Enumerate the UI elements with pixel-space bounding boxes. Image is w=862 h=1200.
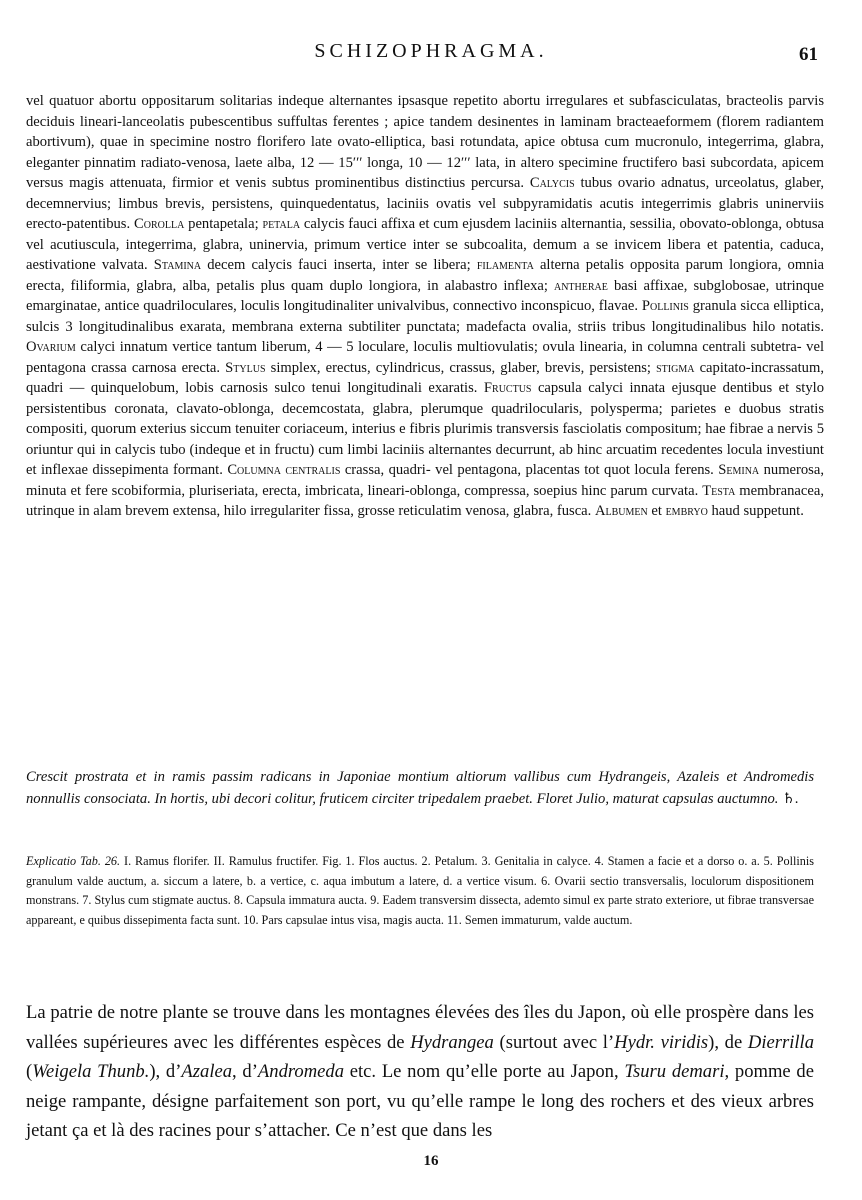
explicatio-text: I. Ramus florifer. II. Ramulus fructifer. Fig. 1. Flos auctus. 2. Petalum. 3. Genitalia in calyce. 4. Stamen a facie et a dorso o. a. 5. Pollinis granulum valde auctum, a. siccum a latere, b. a vertice, c. aqua imbutum a latere, d. a vertice visum. 6. Ovarii sectio transversalis, loculorum dispositionem monstrans. 7. Stylus cum stigmate auctus. 8. Capsula immatura aucta. 9. Eadem transversim dissecta, ademto simul ex parte strato exteriore, ut fibrae transversae appareant, e quibus dissepimenta facta sunt. 10. Pars capsulae intus visa, magis aucta. 11. Semen immaturum, valde auctum. (26, 854, 815, 927)
french-text-segment: ), de (708, 1031, 748, 1053)
latin-text-segment: antherae (553, 277, 608, 294)
french-text-segment: Hydrangea (410, 1031, 494, 1053)
latin-text-segment: basi affixae, subglobosae, utrinque emarginatae, antice quadriloculares, loculis longitudinaliter univalvibus, connectivo inconspicuo, flavae. (26, 277, 824, 314)
latin-text-segment: Calycis (529, 175, 575, 191)
latin-text-segment: crassa, quadri- vel pentagona, placentas tot quot locula ferens. (340, 462, 719, 478)
latin-text-segment: Testa (702, 482, 736, 499)
latin-text-segment: capsula calyci innata ejusque dentibus et stylo persistentibus coronata, clavato-oblonga, decemcostata, glabra, plerumque quadrilocularis, polysperma; parietes e duobus stratis compositi, quorum exterius siccum tenuiter coriaceum, interius e fibris plurimis transversis fasciolatis compositum; hae fibrae a nervis 5 oriuntur qui in calycis tubo (indeque et in fructu) cum limbi laciniis alternantes decurrunt, ab hinc arcuatim recedentes locula investiunt et inflexae dissepimenta formant. (26, 380, 824, 478)
french-text-segment: Hydr. viridis (614, 1031, 709, 1053)
latin-text-segment: alterna petalis opposita parum longiora, omnia erecta, filiformia, glabra, alba, petalis plus quam duplo longiora, in alabastro inflexa; (26, 257, 824, 294)
french-text-segment: Weigela Thunb. (32, 1061, 150, 1082)
french-text-segment: ), d’ (149, 1061, 182, 1082)
latin-text-segment: Fructus (483, 380, 532, 396)
latin-text-segment: Columna centralis (227, 462, 341, 478)
latin-text-segment: petala (262, 216, 301, 232)
explicatio-label: Explicatio Tab. 26. (26, 854, 121, 868)
latin-text-segment: embryo (665, 503, 708, 519)
running-title: SCHIZOPHRAGMA. (314, 40, 548, 62)
french-text-segment: Dierrilla (747, 1031, 815, 1053)
page-number: 61 (799, 44, 818, 65)
latin-text-segment: Albumen (594, 503, 648, 519)
latin-text-segment: decem calycis fauci inserta, inter se libera; (201, 257, 477, 273)
latin-text-segment: numerosa, minuta et fere scobiformia, pluriseriata, erecta, imbricata, lineari-oblonga, compressa, soepius hinc parum curvata. (26, 462, 824, 499)
latin-text-segment: calycis fauci affixa et cum ejusdem laciniis alternantia, sessilia, obovato-oblonga, obtusa vel acutiuscula, integerrima, glabra, uninervia, primum vertice inter se subcoalita, demum a se invicem libera et patentia, caduca, aestivatione valvata. (26, 216, 825, 273)
latin-text-segment: pentapetala; (184, 216, 263, 232)
printer-signature: 16 (423, 1153, 439, 1169)
french-text-segment: (surtout avec l’ (493, 1031, 615, 1053)
latin-text-segment: Semina (718, 462, 760, 478)
french-text-segment: , d’ (232, 1061, 258, 1082)
french-text-segment: , pomme de neige rampante, désigne parfaitement son port, vu qu’elle rampe le long des rochers et des vieux arbres jetant ça et là des racines pour s’attacher. Ce n’est que dans les (26, 1061, 814, 1141)
french-text-segment: Tsuru demari (624, 1061, 725, 1082)
french-text-segment: etc. Le nom qu’elle porte au Japon, (344, 1061, 625, 1082)
latin-text-segment: haud suppetunt. (707, 503, 804, 519)
latin-text-segment: et (647, 503, 666, 519)
latin-text-segment: stigma (656, 359, 695, 376)
latin-text-segment: tubus ovario adnatus, urceolatus, glaber, decemnervius; limbus brevis, persistens, quinquedentatus, laciniis ovatis vel subpyramidatis acutis integerrimis glabris uninerviis erecto-patentibus. (26, 175, 824, 232)
latin-description (26, 91, 824, 522)
french-text-segment: Azalea (181, 1061, 233, 1082)
page-header (0, 40, 862, 74)
latin-text-segment: vel quatuor abortu oppositarum solitarias indeque alternantes ipsasque repetito abortu irregulares et subfasciculatas, bracteolis parvis deciduis lineari-lanceolatis pubescentibus suffultas ferentes ; apice tandem desinentes in laminam bracteaeformem (florem radiantem abortivum), quae in specimine nostro florifero late ovato-elliptica, basi rotundata, apice obtusa cum mucronulo, integerrima, glabra, eleganter pinnatim radiato-venosa, laete alba, 12 — 15′′′ longa, 10 — 12′′′ lata, in altero specimine fructifero basi subcordata, apicem versus magis attenuata, firmior et venis subtus prominentibus distinctius percursa. (26, 93, 824, 191)
latin-text-segment: granula sicca elliptica, sulcis 3 longitudinalibus exarata, membrana externa subtiliter punctata; madefacta ovalia, striis tribus longitudinalibus hilo notatis. (26, 298, 824, 335)
latin-text-segment: membranacea, utrinque in alam brevem extensa, hilo irregulariter fissa, grosse reticulatim venosa, glabra, fusca. (26, 482, 824, 519)
latin-text-segment: Corolla (134, 216, 185, 232)
habitat-paragraph: Crescit prostrata et in ramis passim radicans in Japoniae montium altiorum vallibus cum Hydrangeis, Azaleis et Andromedis nonnullis consociata. In hortis, ubi decori colitur, fruticem circiter tripedalem praebet. Floret Julio, maturat capsulas auctumno. ♄. (26, 769, 814, 807)
plate-explanation (26, 852, 814, 930)
latin-text-segment: Pollinis (641, 298, 689, 314)
latin-text-segment: calyci innatum vertice tantum liberum, 4 — 5 loculare, loculis multiovulatis; ovula linearia, in columna centrali subtetra- vel pentagona crassa carnosa erecta. (26, 339, 824, 376)
french-text-segment: La patrie de notre plante se trouve dans les montagnes élevées des îles du Japon, où elle prospère dans les vallées supérieures avec les différentes espèces de (26, 1002, 814, 1053)
latin-text-segment: filamenta (476, 257, 534, 273)
french-text-segment: ( (26, 1061, 33, 1082)
latin-text-segment: Stamina (153, 257, 202, 273)
latin-text-segment: Stylus (225, 359, 266, 376)
latin-text-segment: simplex, erectus, cylindricus, crassus, glaber, brevis, persistens; (265, 359, 657, 376)
french-paragraph (26, 998, 814, 1146)
latin-text-segment: capitato-incrassatum, quadri — quinquelobum, lobis carnosis sulco tenui longitudinali exaratis. (26, 359, 824, 396)
french-text-segment: Andromeda (257, 1061, 344, 1082)
latin-text-segment: Ovarium (26, 339, 76, 355)
